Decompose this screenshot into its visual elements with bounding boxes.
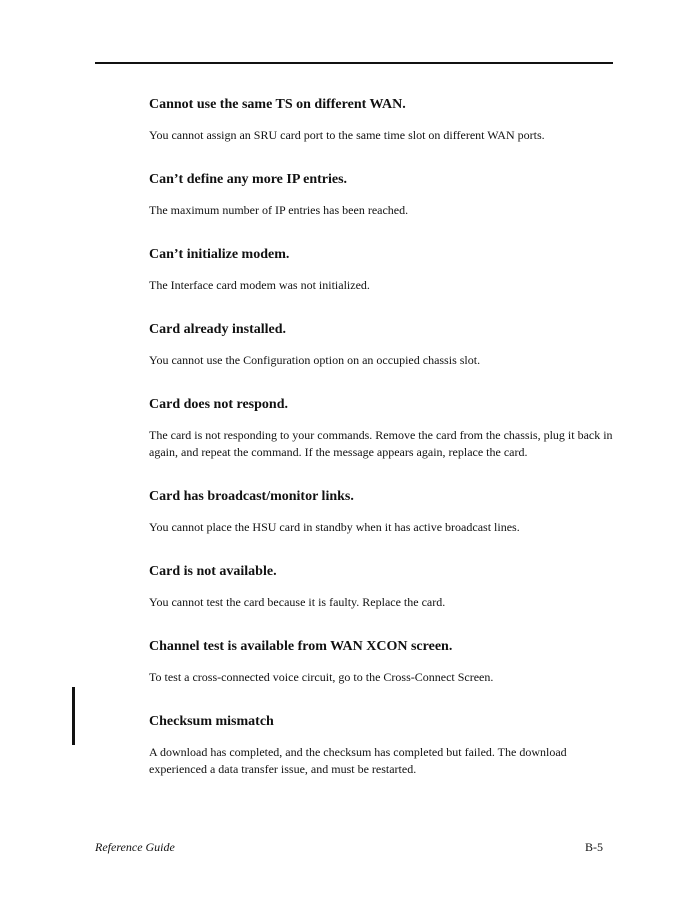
message-entry <box>149 96 619 144</box>
message-description: You cannot place the HSU card in standby when it has active broadcast lines. <box>149 520 520 534</box>
message-list <box>149 96 619 805</box>
message-entry <box>149 713 619 778</box>
message-title: Checksum mismatch <box>149 714 274 729</box>
message-title: Card does not respond. <box>149 397 288 412</box>
message-description: The card is not responding to your commands. Remove the card from the chassis, plug it back in again, and repeat the command. If the message appears again, replace the card. <box>149 428 613 459</box>
footer-page-number: B-5 <box>585 840 603 854</box>
header-rule <box>95 62 613 64</box>
message-description: You cannot assign an SRU card port to the same time slot on different WAN ports. <box>149 128 545 142</box>
message-entry <box>149 246 619 294</box>
message-title: Card is not available. <box>149 564 277 579</box>
message-entry <box>149 171 619 219</box>
footer-guide-title: Reference Guide <box>95 840 175 854</box>
message-title: Can’t initialize modem. <box>149 247 290 262</box>
message-description: To test a cross-connected voice circuit, go to the Cross-Connect Screen. <box>149 670 494 684</box>
message-description: The Interface card modem was not initialized. <box>149 278 370 292</box>
message-title: Can’t define any more IP entries. <box>149 172 348 187</box>
change-bar <box>72 687 75 745</box>
message-description: You cannot test the card because it is faulty. Replace the card. <box>149 595 446 609</box>
message-entry <box>149 563 619 611</box>
message-description: The maximum number of IP entries has been reached. <box>149 203 409 217</box>
message-title: Channel test is available from WAN XCON screen. <box>149 639 453 654</box>
message-title: Card already installed. <box>149 322 287 337</box>
message-entry <box>149 396 619 461</box>
message-entry <box>149 488 619 536</box>
message-description: You cannot use the Configuration option on an occupied chassis slot. <box>149 353 481 367</box>
message-description: A download has completed, and the checksum has completed but failed. The download experienced a data transfer issue, and must be restarted. <box>149 745 567 776</box>
message-title: Cannot use the same TS on different WAN. <box>149 97 406 112</box>
message-entry <box>149 321 619 369</box>
message-entry <box>149 638 619 686</box>
message-title: Card has broadcast/monitor links. <box>149 489 354 504</box>
